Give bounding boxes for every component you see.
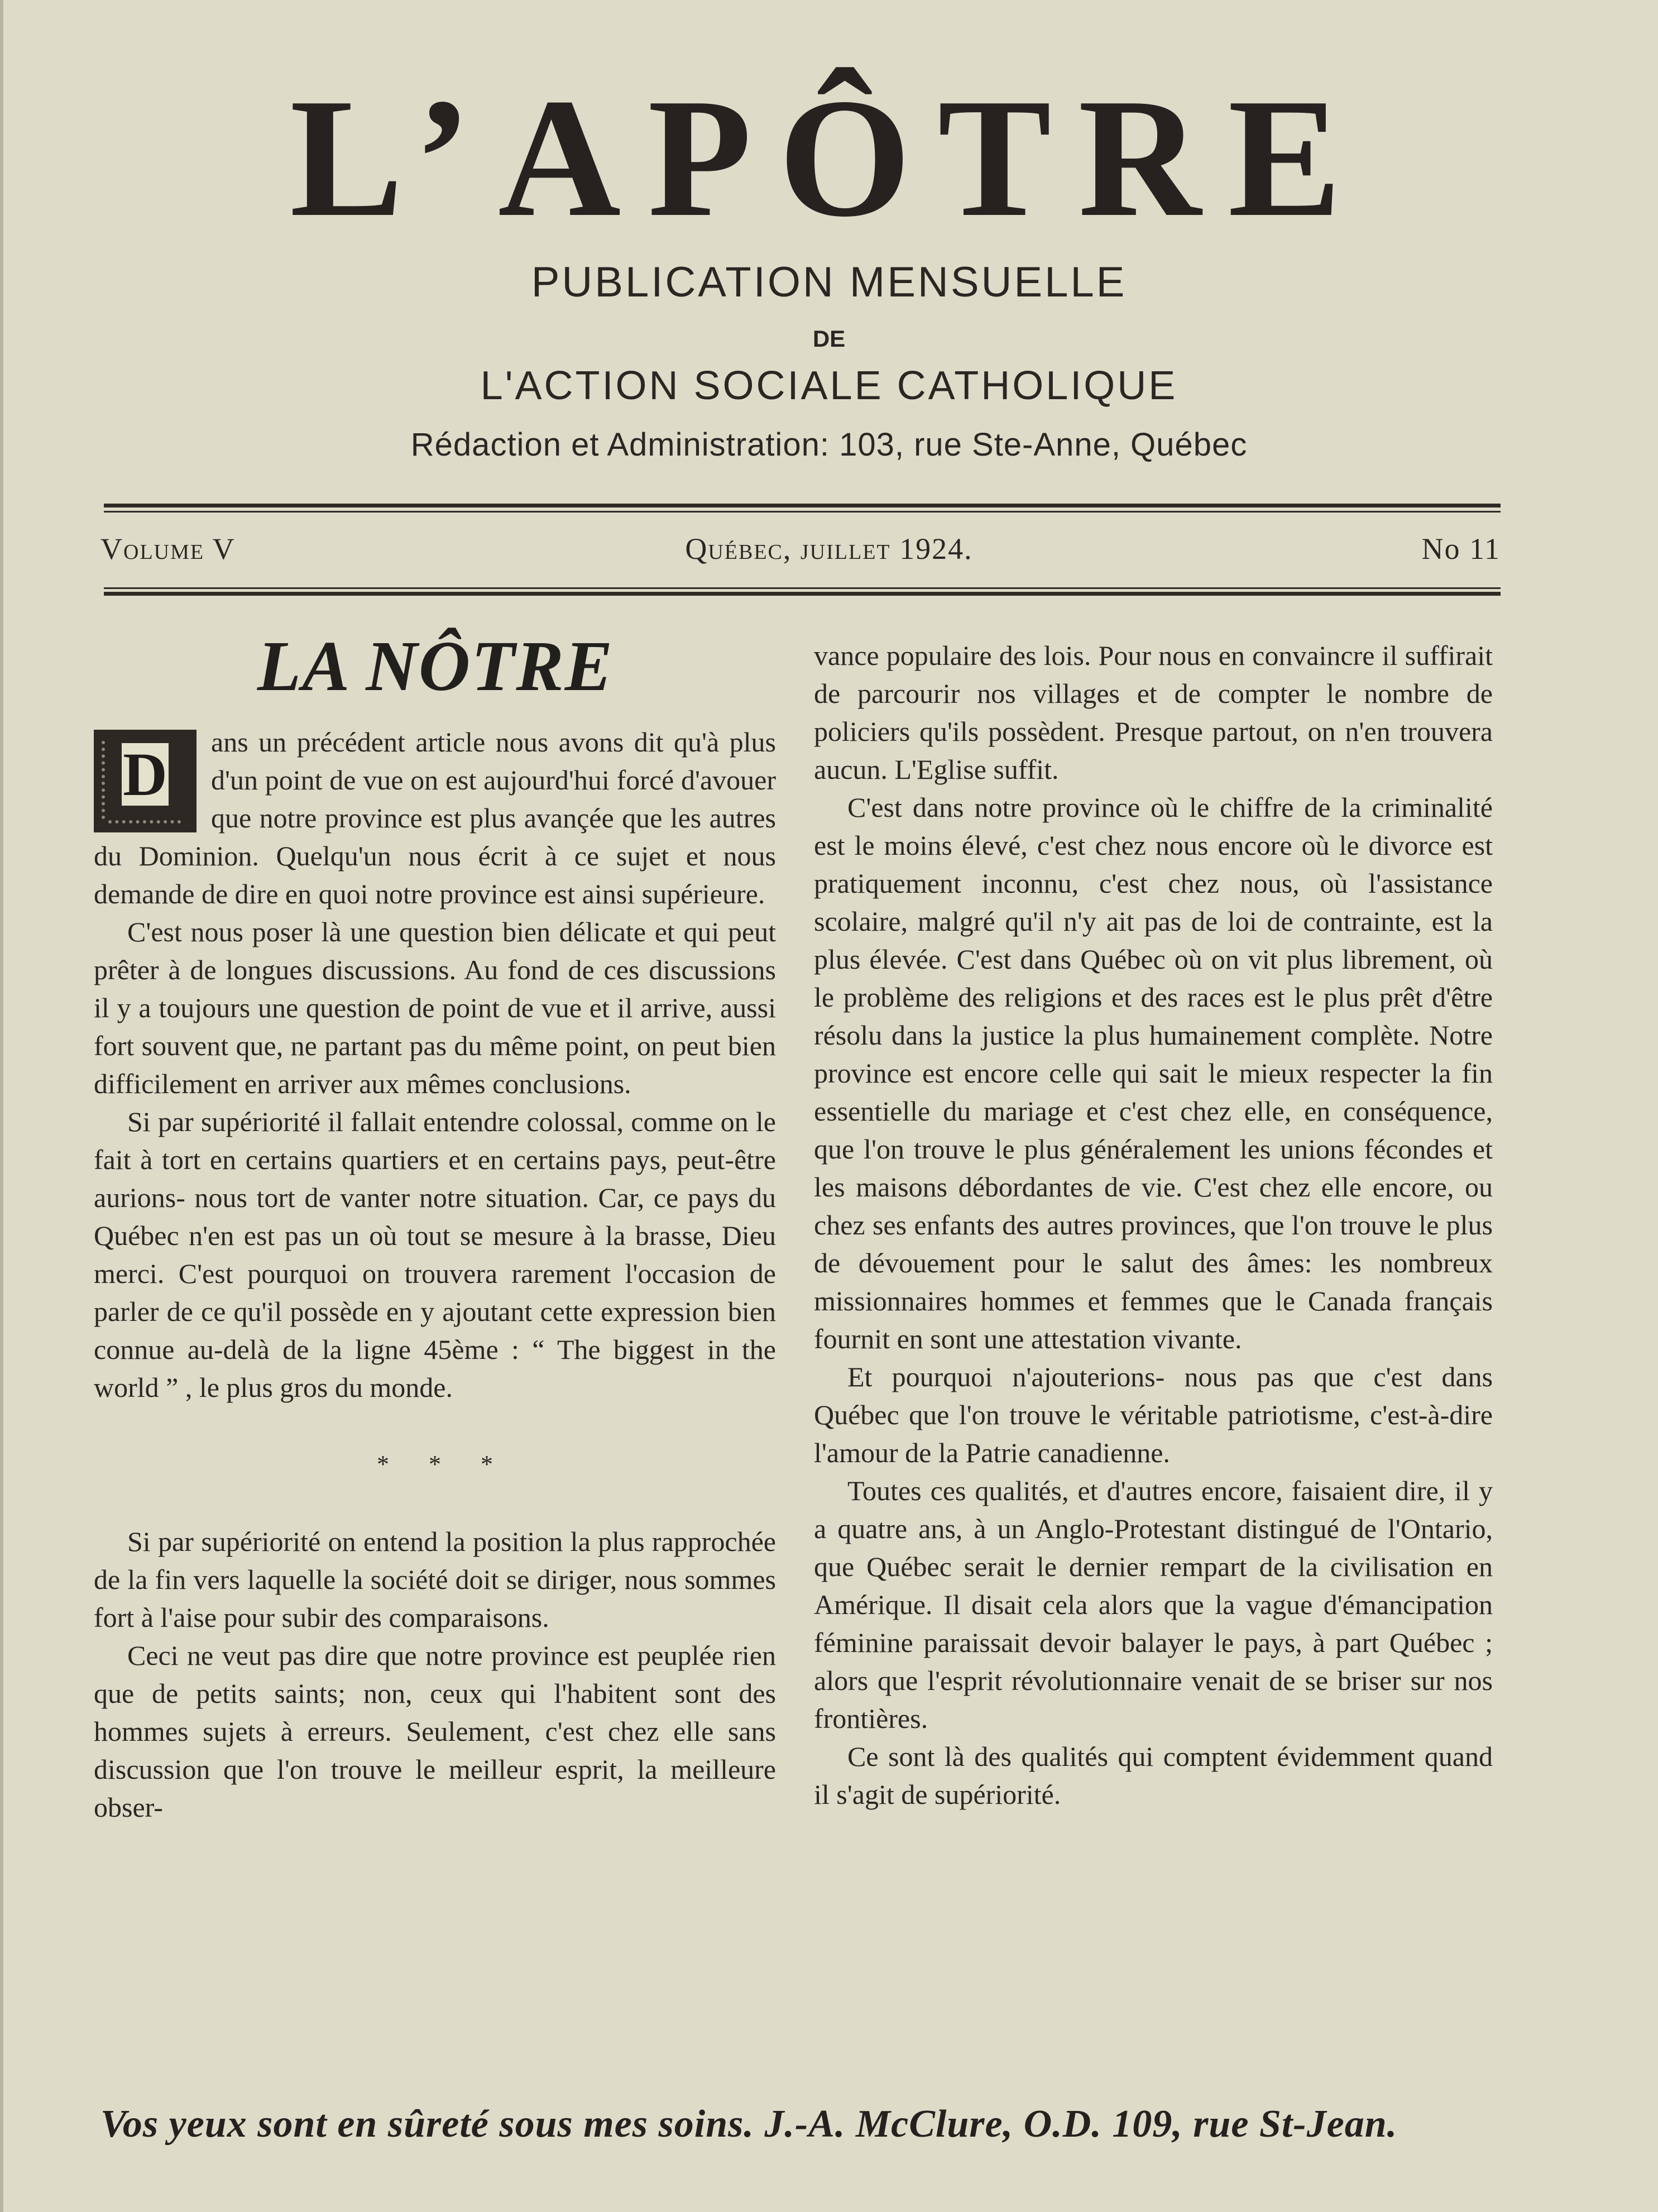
- masthead-title: L’APÔTRE: [290, 63, 1368, 252]
- volume-label: Volume V: [100, 532, 236, 566]
- left-column: [94, 723, 776, 1826]
- paragraph: Si par supériorité on entend la position la plus rapprochée de la fin vers laquelle la société doit se diriger, nous sommes fort à l'aise pour subir des comparaisons.: [94, 1526, 776, 1633]
- paragraph: Ceci ne veut pas dire que notre province est peuplée rien que de petits saints; non, ceux qui l'habitent sont des hommes sujets à erreurs. Seulement, c'est chez elle sans discussion que l'on trouve le meilleur esprit, la meilleure obser-: [94, 1640, 776, 1823]
- paragraph: Et pourquoi n'ajouterions- nous pas que c'est dans Québec que l'on trouve le véritable patriotisme, c'est-à-dire l'amour de la Patrie canadienne.: [814, 1361, 1493, 1468]
- paragraph-text: ans un précédent article nous avons dit qu'à plus d'un point de vue on est aujourd'hui forcé d'avouer que notre province est plus avançée que les autres du Dominion. Quelqu'un nous écrit à ce sujet et nous demande de dire en quoi notre province est ainsi supérieure.: [94, 726, 776, 909]
- publisher-address: Rédaction et Administration: 103, rue Ste-Anne, Québec: [410, 427, 1248, 463]
- issue-number: No 11: [1421, 532, 1501, 566]
- footer-advertisement: Vos yeux sont en sûreté sous mes soins. J.-A. McClure, O.D. 109, rue St-Jean.: [100, 2103, 1398, 2146]
- top-rule-thin: [104, 511, 1501, 513]
- right-column: [814, 636, 1493, 1813]
- article-title: LA NÔTRE: [257, 626, 614, 706]
- paragraph: Si par supériorité il fallait entendre colossal, comme on le fait à tort en certains quartiers et en certains pays, peut-être aurions- nous tort de vanter notre situation. Car, ce pays du Québec n'en est pas un où tout se mesure à la brasse, Dieu merci. C'est pourquoi on trouvera rarement l'occasion de parler de ce qu'il possède en y ajoutant cette expression bien connue au-delà de la ligne 45ème : “ The biggest in the world ” , le plus gros du monde.: [94, 1106, 776, 1403]
- dropcap-letter: D: [122, 743, 169, 806]
- paragraph: Toutes ces qualités, et d'autres encore, faisaient dire, il y a quatre ans, à un Anglo-Protestant distingué de l'Ontario, que Québec serait le dernier rempart de la civilisation en Amérique. Il disait cela alors que la vague d'émancipation féminine paraissait devoir balayer le pays, à part Québec ; alors que l'esprit révolutionnaire venait de se briser sur nos frontières.: [814, 1475, 1493, 1734]
- paragraph: vance populaire des lois. Pour nous en convaincre il suffirait de parcourir nos villages et de compter le nombre de policiers qu'ils possèdent. Presque partout, on n'en trouvera aucun. L'Eglise suffit.: [814, 640, 1493, 785]
- publication-subtitle: PUBLICATION MENSUELLE: [531, 258, 1127, 306]
- paragraph: C'est dans notre province où le chiffre de la criminalité est le moins élevé, c'est chez nous encore où le divorce est pratiquement inconnu, c'est chez nous, où l'assistance scolaire, malgré qu'il n'y ait pas de loi de contrainte, est la plus élevée. C'est dans Québec où on vit plus librement, où le problème des religions et des races est le plus prêt d'être résolu dans la justice la plus humainement complète. Notre province est encore celle qui sait le mieux respecter la fin essentielle du mariage et c'est chez elle, en conséquence, que l'on trouve le plus généralement les unions fécondes et les maisons débordantes de vie. C'est chez elle encore, ou chez ses enfants des autres provinces, que l'on trouve le plus de dévouement pour le salut des âmes: les nombreux missionnaires hommes et femmes que le Canada français fournit en sont une attestation vivante.: [814, 792, 1493, 1354]
- bottom-rule-thin: [104, 587, 1501, 589]
- paragraph: [94, 723, 776, 913]
- publisher-name: L'ACTION SOCIALE CATHOLIQUE: [480, 363, 1178, 408]
- section-separator: * * *: [377, 1450, 510, 1478]
- bottom-rule-thick: [104, 592, 1501, 596]
- issue-date: Québec, juillet 1924.: [685, 532, 973, 566]
- top-rule-thick: [104, 504, 1501, 507]
- publication-de: DE: [812, 325, 846, 352]
- paragraph: Ce sont là des qualités qui comptent évidemment quand il s'agit de supériorité.: [814, 1741, 1493, 1810]
- dropcap-ornament: [94, 730, 197, 832]
- paragraph: C'est nous poser là une question bien délicate et qui peut prêter à de longues discussions. Au fond de ces discussions il y a toujours une question de point de vue et il arrive, aussi fort souvent que, ne partant pas du même point, on peut bien difficilement en arriver aux mêmes conclusions.: [94, 916, 776, 1099]
